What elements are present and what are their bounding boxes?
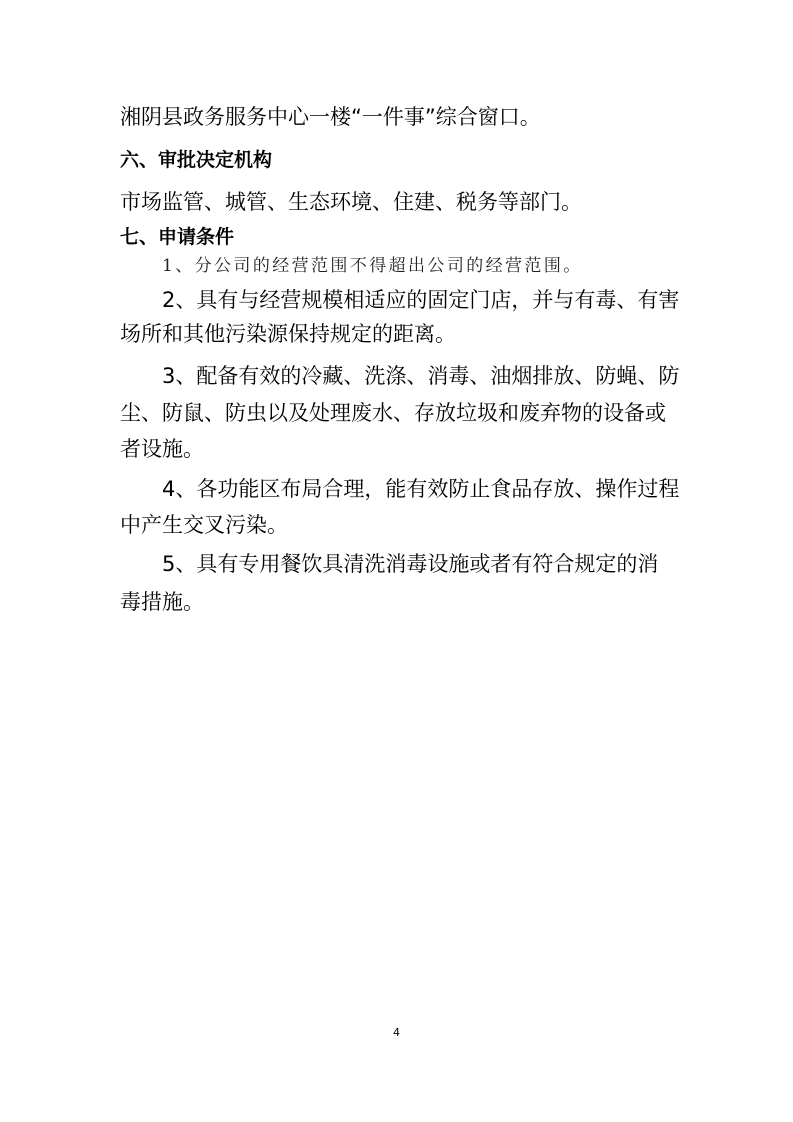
condition-item-1: 1、分公司的经营范围不得超出公司的经营范围。 <box>162 256 583 276</box>
section5-tail-text: 湘阴县政务服务中心一楼“一件事”综合窗口。 <box>120 105 541 129</box>
condition-item-5-line-1: 5、具有专用餐饮具清洗消毒设施或者有符合规定的消 <box>162 552 659 576</box>
condition-item-3-line-2: 尘、防鼠、防虫以及处理废水、存放垃圾和废弃物的设备或 <box>120 401 666 425</box>
section6-body-text: 市场监管、城管、生态环境、住建、税务等部门。 <box>120 190 582 214</box>
section7-heading: 七、申请条件 <box>120 226 235 248</box>
section6-heading: 六、审批决定机构 <box>120 149 273 171</box>
condition-item-3-line-3: 者设施。 <box>120 437 204 461</box>
page-number: 4 <box>393 1026 400 1039</box>
condition-item-3-line-1: 3、配备有效的冷藏、洗涤、消毒、油烟排放、防蝇、防 <box>162 364 680 388</box>
condition-item-4-line-1: 4、各功能区布局合理，能有效防止食品存放、操作过程 <box>162 477 680 501</box>
condition-item-2-line-2: 场所和其他污染源保持规定的距离。 <box>120 322 456 346</box>
condition-item-2-line-1: 2、具有与经营规模相适应的固定门店，并与有毒、有害 <box>162 288 680 312</box>
condition-item-4-line-2: 中产生交叉污染。 <box>120 513 288 537</box>
condition-item-5-line-2: 毒措施。 <box>120 590 204 614</box>
